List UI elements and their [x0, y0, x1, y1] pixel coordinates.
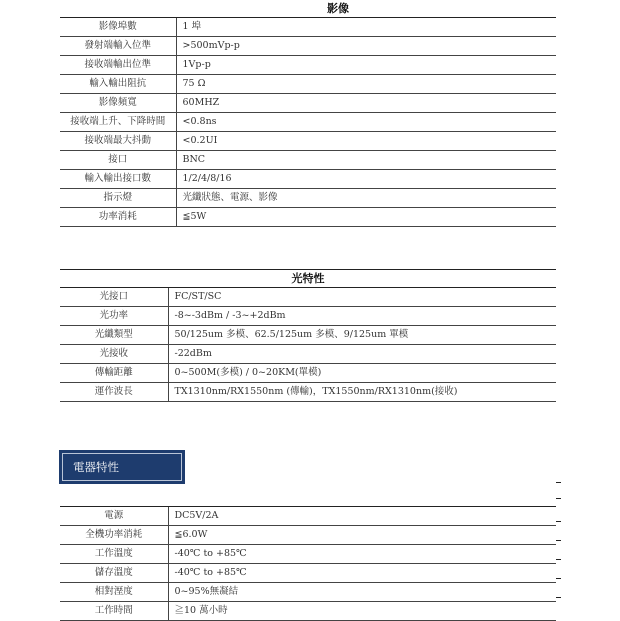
spec-label: 運作波長: [60, 383, 168, 402]
spec-value: 60MHZ: [176, 94, 556, 113]
spec-label: 儲存溫度: [60, 564, 168, 583]
spec-label: 輸入輸出接口數: [60, 170, 176, 189]
optical-section-top-rule: [60, 269, 556, 270]
spec-value: 光纖狀態、電源、影像: [176, 189, 556, 208]
spec-row: [60, 189, 556, 208]
margin-tick: [556, 521, 561, 522]
spec-row: [60, 56, 556, 75]
spec-value: -40℃ to +85℃: [168, 545, 556, 564]
spec-row: [60, 564, 556, 583]
spec-row: [60, 602, 556, 621]
spec-value: BNC: [176, 151, 556, 170]
spec-label: 接收端上升、下降時間: [60, 113, 176, 132]
optical-spec-table: [60, 288, 556, 402]
spec-value: -22dBm: [168, 345, 556, 364]
spec-value: ≧10 萬小時: [168, 602, 556, 621]
spec-label: 發射端輸入位準: [60, 37, 176, 56]
spec-label: 指示燈: [60, 189, 176, 208]
spec-row: [60, 18, 556, 37]
spec-label: 傳輸距離: [60, 364, 168, 383]
spec-row: [60, 583, 556, 602]
spec-value: 0~95%無凝結: [168, 583, 556, 602]
electrical-spec-table: [60, 507, 556, 621]
spec-value: 75 Ω: [176, 75, 556, 94]
spec-row: [60, 132, 556, 151]
spec-value: 1/2/4/8/16: [176, 170, 556, 189]
spec-row: [60, 113, 556, 132]
spec-value: -40℃ to +85℃: [168, 564, 556, 583]
spec-value: 0~500M(多模) / 0~20KM(單模): [168, 364, 556, 383]
spec-value: 1 埠: [176, 18, 556, 37]
spec-row: [60, 151, 556, 170]
spec-row: [60, 326, 556, 345]
spec-value: ≦5W: [176, 208, 556, 227]
spec-value: ≦6.0W: [168, 526, 556, 545]
video-spec-table: [60, 18, 556, 227]
spec-label: 影像頻寬: [60, 94, 176, 113]
spec-label: 接收端輸出位準: [60, 56, 176, 75]
video-section-title: 影像: [327, 2, 349, 15]
spec-value: -8~-3dBm / -3~+2dBm: [168, 307, 556, 326]
spec-label: 光接收: [60, 345, 168, 364]
spec-label: 全機功率消耗: [60, 526, 168, 545]
spec-value: <0.2UI: [176, 132, 556, 151]
spec-row: [60, 364, 556, 383]
margin-tick: [556, 597, 561, 598]
spec-row: [60, 545, 556, 564]
spec-row: [60, 288, 556, 307]
margin-tick: [556, 559, 561, 560]
spec-value: FC/ST/SC: [168, 288, 556, 307]
spec-row: [60, 37, 556, 56]
electrical-section-banner: 電器特性: [59, 450, 185, 484]
spec-label: 工作時間: [60, 602, 168, 621]
margin-tick: [556, 540, 561, 541]
spec-label: 接收端最大抖動: [60, 132, 176, 151]
spec-row: [60, 345, 556, 364]
spec-value: >500mVp-p: [176, 37, 556, 56]
spec-label: 光接口: [60, 288, 168, 307]
spec-row: [60, 526, 556, 545]
spec-value: <0.8ns: [176, 113, 556, 132]
margin-tick: [556, 498, 561, 499]
spec-value: DC5V/2A: [168, 507, 556, 526]
margin-tick: [556, 482, 561, 483]
optical-section-title: 光特性: [291, 272, 325, 285]
spec-label: 相對溼度: [60, 583, 168, 602]
spec-label: 電源: [60, 507, 168, 526]
spec-row: [60, 208, 556, 227]
margin-tick: [556, 578, 561, 579]
spec-row: [60, 75, 556, 94]
spec-row: [60, 383, 556, 402]
spec-label: 光功率: [60, 307, 168, 326]
spec-row: [60, 507, 556, 526]
spec-value: 50/125um 多模、62.5/125um 多模、9/125um 單模: [168, 326, 556, 345]
spec-label: 接口: [60, 151, 176, 170]
spec-label: 影像埠數: [60, 18, 176, 37]
spec-row: [60, 307, 556, 326]
spec-label: 功率消耗: [60, 208, 176, 227]
spec-label: 輸入輸出阻抗: [60, 75, 176, 94]
spec-value: 1Vp-p: [176, 56, 556, 75]
spec-label: 工作溫度: [60, 545, 168, 564]
spec-label: 光纖類型: [60, 326, 168, 345]
spec-row: [60, 94, 556, 113]
spec-row: [60, 170, 556, 189]
spec-value: TX1310nm/RX1550nm (傳輸)，TX1550nm/RX1310nm(接收): [168, 383, 556, 402]
